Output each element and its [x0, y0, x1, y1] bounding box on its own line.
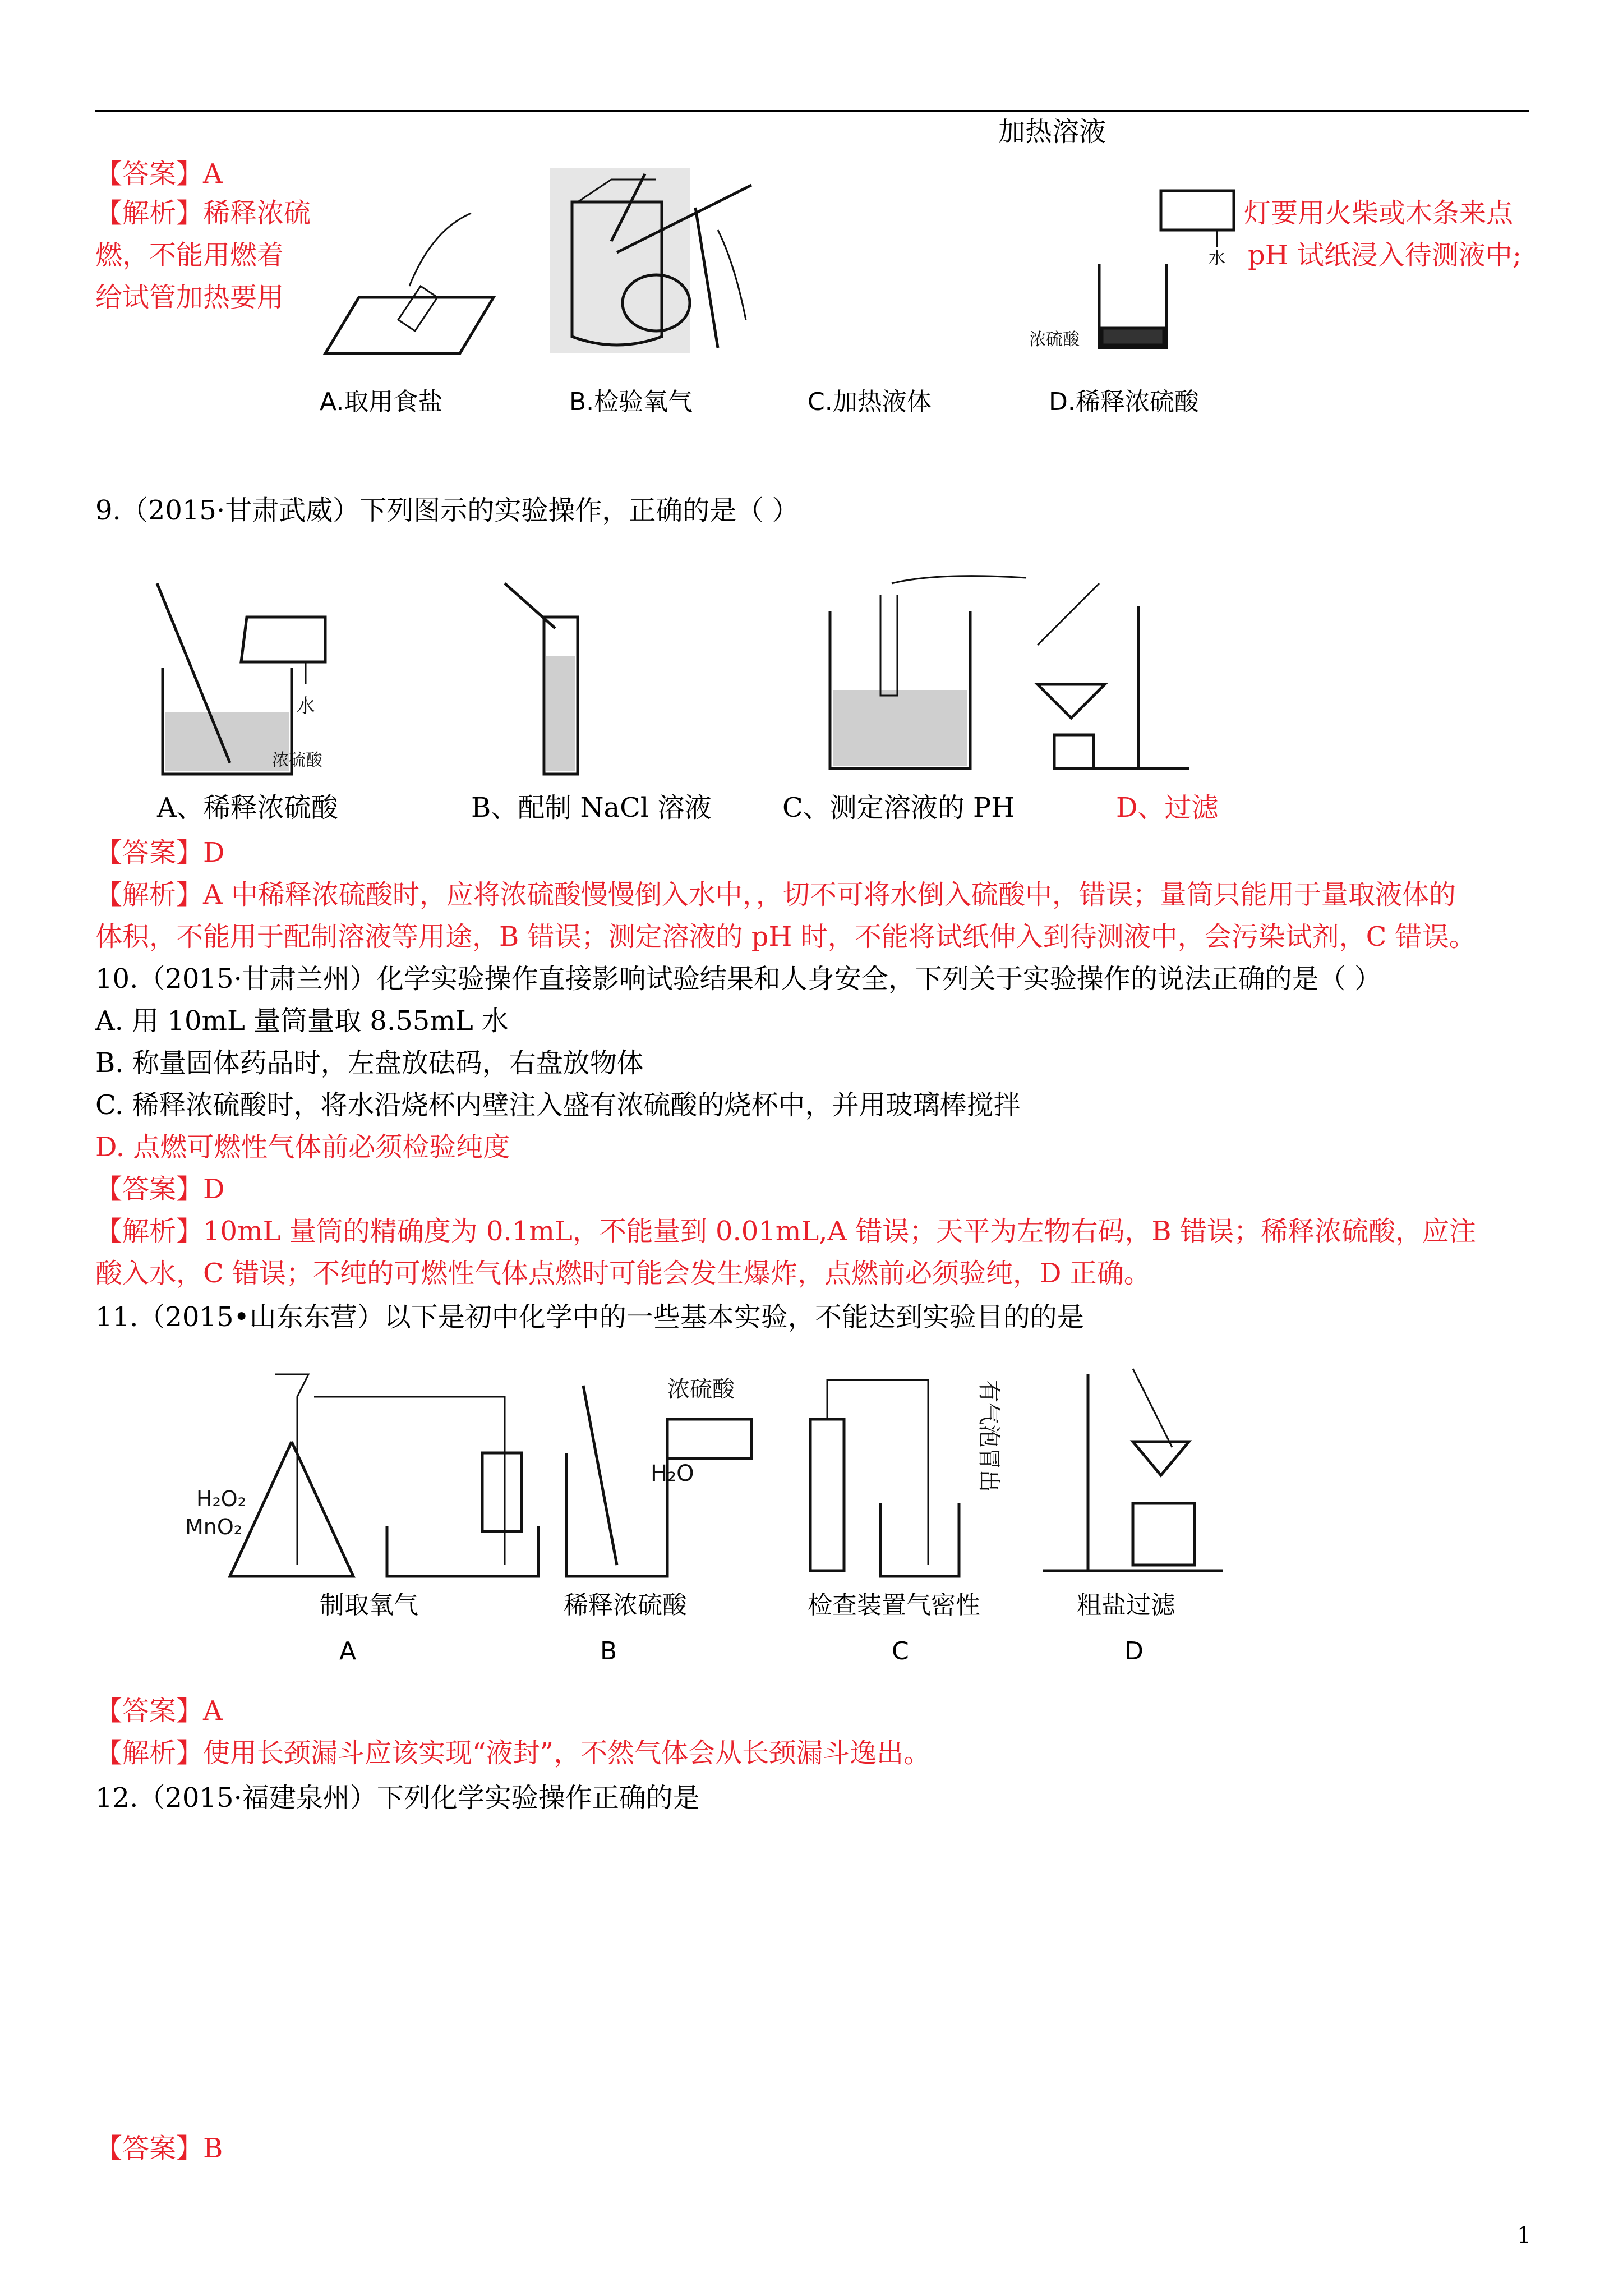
q8-exp-left-2: 燃，不能用燃着 [95, 240, 284, 271]
page-number: 1 [1517, 2223, 1532, 2248]
header-rule [95, 110, 1529, 112]
q9a-water-label: 水 [296, 695, 315, 717]
q10-option-d: D. 点燃可燃性气体前必须检验纯度 [95, 1131, 510, 1163]
q9-stem: 9.（2015·甘肃武威）下列图示的实验操作，正确的是（ ） [95, 495, 799, 526]
top-fragment: 加热溶液 [998, 116, 1106, 148]
q11b-rod [583, 1386, 617, 1565]
q11b-acid-label: 浓硫酸 [667, 1377, 735, 1402]
q8-answer: 【答案】A [95, 158, 223, 190]
q8-exp-left-1: 【解析】稀释浓硫 [95, 197, 311, 229]
q8d-bottle [1161, 191, 1234, 230]
q8-caption-c: C.加热液体 [808, 388, 932, 416]
q11-letter-c: C [892, 1637, 909, 1665]
q11d-funnel [1133, 1442, 1189, 1475]
q11-stem: 11.（2015•山东东营）以下是初中化学中的一些基本实验，不能达到实验目的的是 [95, 1301, 1084, 1333]
q9-option-c: C、测定溶液的 PH [782, 792, 1015, 823]
q9a-acid-label: 浓硫酸 [272, 751, 322, 770]
q11a-trough [387, 1526, 538, 1576]
q10-explanation-1: 【解析】10mL 量筒的精确度为 0.1mL，不能量到 0.01mL,A 错误；天平为左物右码，B 错误；稀释浓硫酸，应注 [95, 1216, 1476, 1247]
q11a-h2o2-label: H₂O₂ [196, 1487, 246, 1511]
q9-figure [146, 572, 1267, 780]
q10-option-a: A. 用 10mL 量筒量取 8.55mL 水 [95, 1005, 509, 1037]
q11a-tube [314, 1397, 505, 1565]
q11-letter-d: D [1124, 1637, 1144, 1665]
q11d-beaker [1133, 1503, 1195, 1565]
q9-option-d: D、过滤 [1116, 792, 1219, 823]
q10-explanation-2: 酸入水，C 错误；不纯的可燃性气体点燃时可能会发生爆炸，点燃前必须验纯，D 正确。 [95, 1258, 1151, 1289]
q11a-gas-bottle [482, 1453, 522, 1531]
q9-diagrams [146, 572, 1267, 780]
q12-answer: 【答案】B [95, 2133, 223, 2164]
q8c-holder [695, 208, 718, 348]
q8-exp-right-2: pH 试纸浸入待测液中; [1248, 240, 1522, 271]
q8-exp-left-3: 给试管加热要用 [95, 282, 284, 313]
q11b-h2o-label: H₂O [651, 1461, 694, 1487]
q11b-bottle [667, 1419, 751, 1458]
q8-exp-right-1: 灯要用火柴或木条来点 [1244, 197, 1514, 229]
q9-explanation-1: 【解析】A 中稀释浓硫酸时，应将浓硫酸慢慢倒入水中，，切不可将水倒入硫酸中，错误；量筒只能用于量取液体的 [95, 879, 1456, 910]
q10-option-c: C. 稀释浓硫酸时，将水沿烧杯内壁注入盛有浓硫酸的烧杯中，并用玻璃棒搅拌 [95, 1089, 1021, 1121]
q8-caption-a: A.取用食盐 [320, 388, 443, 416]
q9d-funnel [1038, 684, 1105, 718]
q11-explanation: 【解析】使用长颈漏斗应该实现“液封”，不然气体会从长颈漏斗逸出。 [95, 1737, 931, 1769]
q9-option-a: A、稀释浓硫酸 [157, 792, 338, 823]
q11a-flask [230, 1442, 353, 1576]
q9-option-b: B、配制 NaCl 溶液 [471, 792, 712, 823]
q9-answer: 【答案】D [95, 837, 225, 868]
q8d-water-label: 水 [1209, 249, 1225, 268]
q8d-acid-label: 浓硫酸 [1029, 330, 1080, 349]
q11-letter-a: A [339, 1637, 357, 1665]
q10-stem: 10.（2015·甘肃兰州）化学实验操作直接影响试验结果和人身安全，下列关于实验操作的说法正确的是（ ） [95, 963, 1382, 995]
q8-caption-d: D.稀释浓硫酸 [1049, 388, 1199, 416]
q11-caption-a: 制取氧气 [320, 1591, 418, 1619]
q9b-paper [505, 583, 555, 628]
q11-caption-c: 检查装置气密性 [808, 1591, 980, 1619]
q11-caption-b: 稀释浓硫酸 [564, 1591, 687, 1619]
q12-stem: 12.（2015·福建泉州）下列化学实验操作正确的是 [95, 1782, 700, 1814]
q11c-connector [827, 1380, 928, 1565]
q10-option-b: B. 称量固体药品时，左盘放砝码，右盘放物体 [95, 1047, 644, 1079]
q8a-plate [325, 297, 494, 353]
q11-caption-d: 粗盐过滤 [1077, 1591, 1175, 1619]
q11-figure [179, 1363, 1245, 1599]
q11a-mno2-label: MnO₂ [185, 1515, 243, 1539]
q9a-bottle [241, 617, 325, 662]
q10-answer: 【答案】D [95, 1174, 225, 1205]
q11-diagrams [179, 1363, 1245, 1599]
q11-answer: 【答案】A [95, 1695, 223, 1727]
q9c-strip [880, 595, 897, 696]
q11-letter-b: B [600, 1637, 617, 1665]
q9-explanation-2: 体积，不能用于配制溶液等用途，B 错误；测定溶液的 pH 时，不能将试纸伸入到待测液中，会污染试剂，C 错误。 [95, 921, 1476, 953]
q8-caption-b: B.检验氧气 [569, 388, 693, 416]
q11c-tube [810, 1419, 844, 1571]
q11c-bubbles-label: 有气泡冒出 [976, 1380, 1002, 1492]
q8a-hand [398, 286, 437, 331]
q11c-beaker [880, 1503, 959, 1576]
